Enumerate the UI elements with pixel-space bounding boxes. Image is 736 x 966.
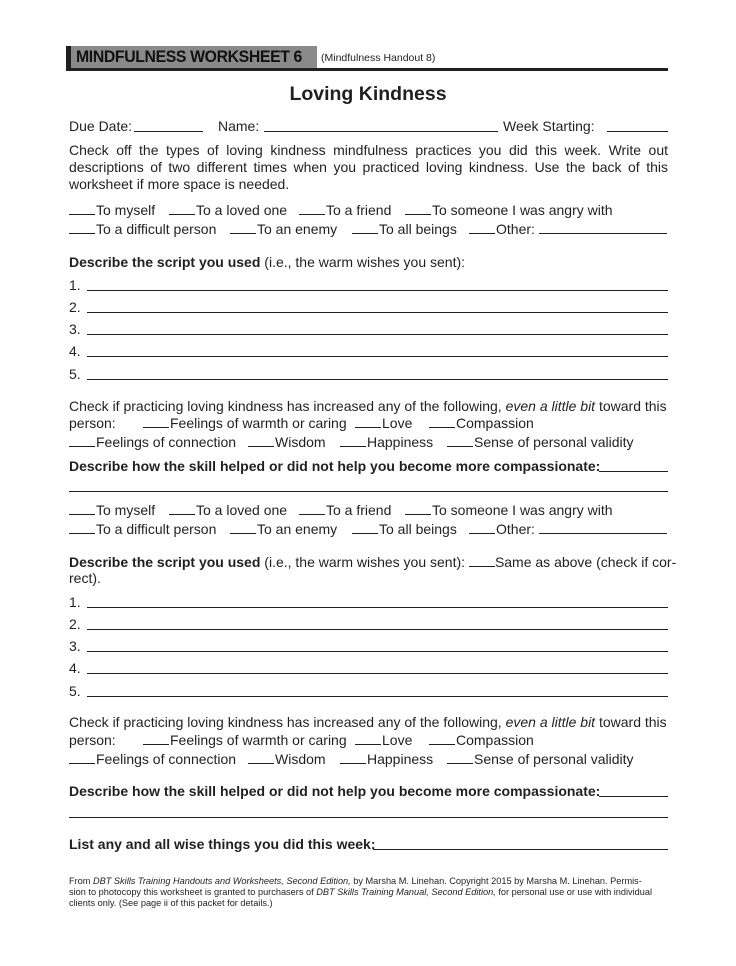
option-enemy-2[interactable]: To an enemy [230, 520, 337, 538]
option-connection[interactable]: Feelings of connection [69, 433, 236, 451]
targets-row-4 [69, 520, 668, 538]
option-compassion-2[interactable]: Compassion [429, 731, 534, 749]
script2-line-3[interactable]: 3. [69, 637, 668, 655]
person-label-2: person: [69, 732, 116, 748]
script-prompt-2: Describe the script you used (i.e., the warm wishes you sent): Same as above (check if cor- [69, 554, 677, 570]
increase-row-4 [69, 750, 668, 768]
script-line-3[interactable]: 3. [69, 320, 668, 338]
script-prompt-2-cont: rect). [69, 570, 101, 586]
option-love[interactable]: Love [355, 414, 412, 432]
increase-row-3 [69, 731, 668, 749]
option-happiness-2[interactable]: Happiness [340, 750, 433, 768]
option-love-2[interactable]: Love [355, 731, 412, 749]
option-difficult-person[interactable]: To a difficult person [69, 220, 216, 238]
page-title: Loving Kindness [289, 83, 447, 105]
header-rule [66, 68, 668, 71]
describe-help-field-2b[interactable] [69, 817, 668, 818]
handout-reference: (Mindfulness Handout 8) [321, 52, 436, 64]
option-angry[interactable]: To someone I was angry with [405, 201, 613, 219]
copyright-footer: From DBT Skills Training Handouts and Worksheets, Second Edition, by Marsha M. Linehan. Copyright 2015 by Marsha M. Linehan. Permis- sion to photocopy this worksheet is granted to purchasers of DBT Skills Training Manual, Second Edition, for personal use or use with individual clients only. (See page ii of this packet for details.) [69, 876, 653, 908]
option-loved-one-2[interactable]: To a loved one [169, 501, 287, 519]
instructions: Check off the types of loving kindness mindfulness practices you did this week. Write out descriptions of two different times when you practiced loving kindness. Use the back of this worksheet if more space is needed. [69, 142, 668, 192]
option-to-myself-2[interactable]: To myself [69, 501, 155, 519]
wise-things-field[interactable] [373, 849, 668, 850]
describe-help-field-1b[interactable] [69, 491, 668, 492]
worksheet-label: MINDFULNESS WORKSHEET 6 [76, 47, 302, 66]
option-validity-2[interactable]: Sense of personal validity [447, 750, 634, 768]
option-wisdom-2[interactable]: Wisdom [248, 750, 326, 768]
option-warmth[interactable]: Feelings of warmth or caring [143, 414, 347, 432]
script-prompt: Describe the script you used (i.e., the warm wishes you sent): [69, 254, 466, 270]
increase-row-1 [69, 414, 668, 432]
week-starting-label: Week Starting: [503, 118, 595, 134]
option-loved-one[interactable]: To a loved one [169, 201, 287, 219]
option-angry-2[interactable]: To someone I was angry with [405, 501, 613, 519]
option-difficult-person-2[interactable]: To a difficult person [69, 520, 216, 538]
describe-help-field-2a[interactable] [599, 796, 668, 797]
option-all-beings-2[interactable]: To all beings [352, 520, 457, 538]
targets-row-2 [69, 220, 668, 238]
option-connection-2[interactable]: Feelings of connection [69, 750, 236, 768]
script2-line-4[interactable]: 4. [69, 659, 668, 677]
script-line-1[interactable]: 1. [69, 276, 668, 294]
option-warmth-2[interactable]: Feelings of warmth or caring [143, 731, 347, 749]
describe-help-field-1a[interactable] [599, 471, 668, 472]
option-all-beings[interactable]: To all beings [352, 220, 457, 238]
wise-things-prompt: List any and all wise things you did this week: [69, 836, 376, 852]
option-wisdom[interactable]: Wisdom [248, 433, 326, 451]
person-label: person: [69, 415, 116, 431]
option-other-2[interactable]: Other: [469, 520, 667, 538]
script-line-5[interactable]: 5. [69, 365, 668, 383]
script-line-4[interactable]: 4. [69, 342, 668, 360]
option-compassion[interactable]: Compassion [429, 414, 534, 432]
option-to-myself[interactable]: To myself [69, 201, 155, 219]
option-validity[interactable]: Sense of personal validity [447, 433, 634, 451]
describe-help-prompt-2: Describe how the skill helped or did not help you become more compassionate: [69, 783, 601, 799]
option-friend[interactable]: To a friend [299, 201, 391, 219]
increase-line-1: Check if practicing loving kindness has increased any of the following, even a little bit toward this [69, 398, 667, 414]
targets-row-3 [69, 501, 668, 519]
option-other[interactable]: Other: [469, 220, 667, 238]
name-field[interactable] [264, 131, 498, 132]
due-date-label: Due Date: [69, 118, 133, 134]
option-friend-2[interactable]: To a friend [299, 501, 391, 519]
week-starting-field[interactable] [607, 131, 668, 132]
increase-row-2 [69, 433, 668, 451]
script-line-2[interactable]: 2. [69, 298, 668, 316]
script2-line-1[interactable]: 1. [69, 593, 668, 611]
increase-line-2: Check if practicing loving kindness has increased any of the following, even a little bit toward this [69, 714, 667, 730]
script2-line-2[interactable]: 2. [69, 615, 668, 633]
option-enemy[interactable]: To an enemy [230, 220, 337, 238]
script2-line-5[interactable]: 5. [69, 682, 668, 700]
due-date-field[interactable] [134, 131, 203, 132]
name-label: Name: [218, 118, 260, 134]
describe-help-prompt: Describe how the skill helped or did not help you become more compassionate: [69, 458, 601, 474]
targets-row-1 [69, 201, 668, 219]
option-happiness[interactable]: Happiness [340, 433, 433, 451]
